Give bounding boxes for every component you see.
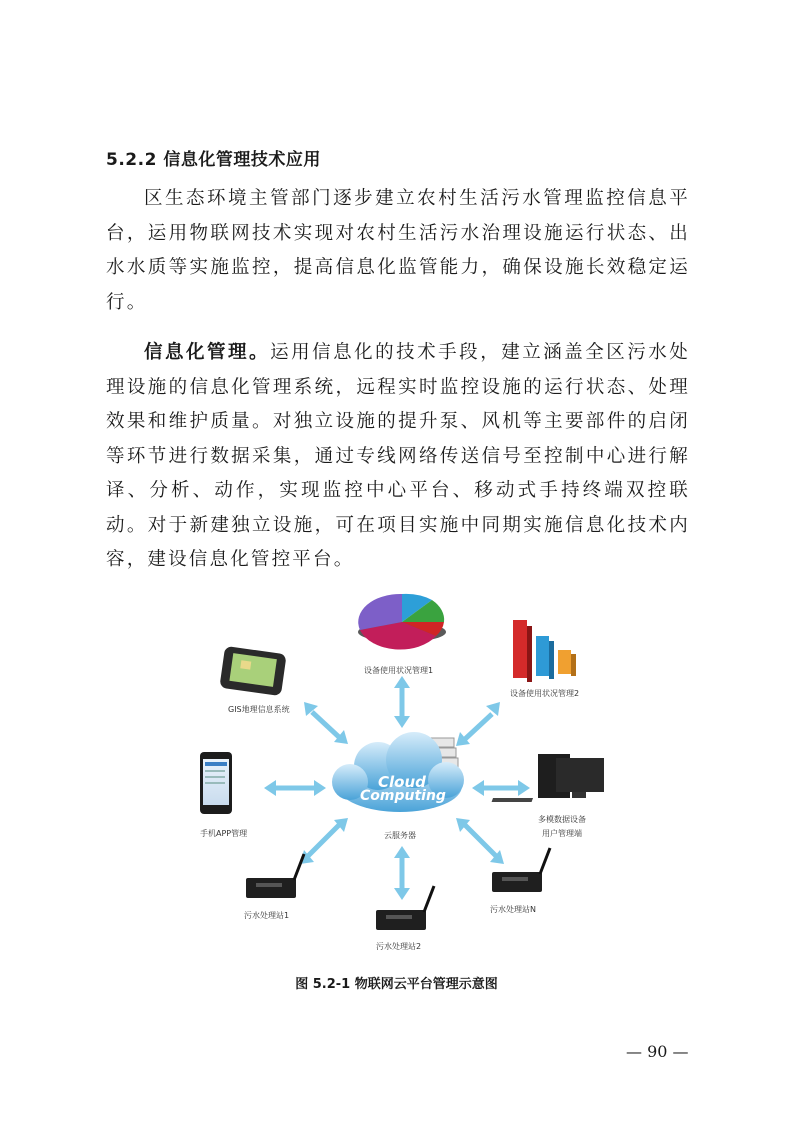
label-right-2: 用户管理端 <box>542 829 582 838</box>
figure-caption: 图 5.2-1 物联网云平台管理示意图 <box>295 977 498 992</box>
gps-tablet-icon <box>219 646 286 696</box>
computer-icon <box>492 754 604 802</box>
page-number: — 90 — <box>626 1042 689 1061</box>
label-bottom: 污水处理站2 <box>376 942 422 951</box>
paragraph-2 <box>106 336 690 578</box>
gateway-1-icon <box>246 854 304 898</box>
paragraph-2-lead: 信息化管理。 <box>144 342 271 363</box>
label-right-1: 多模数据设备 <box>538 815 586 824</box>
paragraph-1: 区生态环境主管部门逐步建立农村生活污水管理监控信息平台，运用物联网技术实现对农村生活污水治理设施运行状态、出水水质等实施监控，提高信息化监管能力，确保设施长效稳定运行。 <box>106 188 690 313</box>
phone-icon <box>200 752 232 814</box>
iot-cloud-diagram <box>200 592 620 962</box>
label-center: 云服务器 <box>384 831 416 840</box>
cloud-text-1: Cloud <box>378 773 426 791</box>
section-heading: 5.2.2 信息化管理技术应用 <box>106 150 321 170</box>
bar-chart-icon <box>513 620 576 682</box>
label-top: 设备使用状况管理1 <box>364 666 434 675</box>
label-bottom-right: 污水处理站N <box>490 905 536 914</box>
cloud-text-2: Computing <box>360 788 446 804</box>
pie-chart-icon <box>358 594 446 650</box>
paragraph-2-body: 运用信息化的技术手段，建立涵盖全区污水处理设施的信息化管理系统，远程实时监控设施的运行状态、处理效果和维护质量。对独立设施的提升泵、风机等主要部件的启闭等环节进行数据采集，通过专线网络传送信号至控制中心进行解译、分析、动作，实现监控中心平台、移动式手持终端双控联动。对于新建独立设施，可在项目实施中同期实施信息化技术内容，建设信息化管控平台。 <box>106 342 690 570</box>
label-bottom-left: 污水处理站1 <box>244 911 290 920</box>
label-top-left: GIS地理信息系统 <box>228 705 290 714</box>
label-top-right: 设备使用状况管理2 <box>510 689 580 698</box>
label-left: 手机APP管理 <box>200 829 248 838</box>
